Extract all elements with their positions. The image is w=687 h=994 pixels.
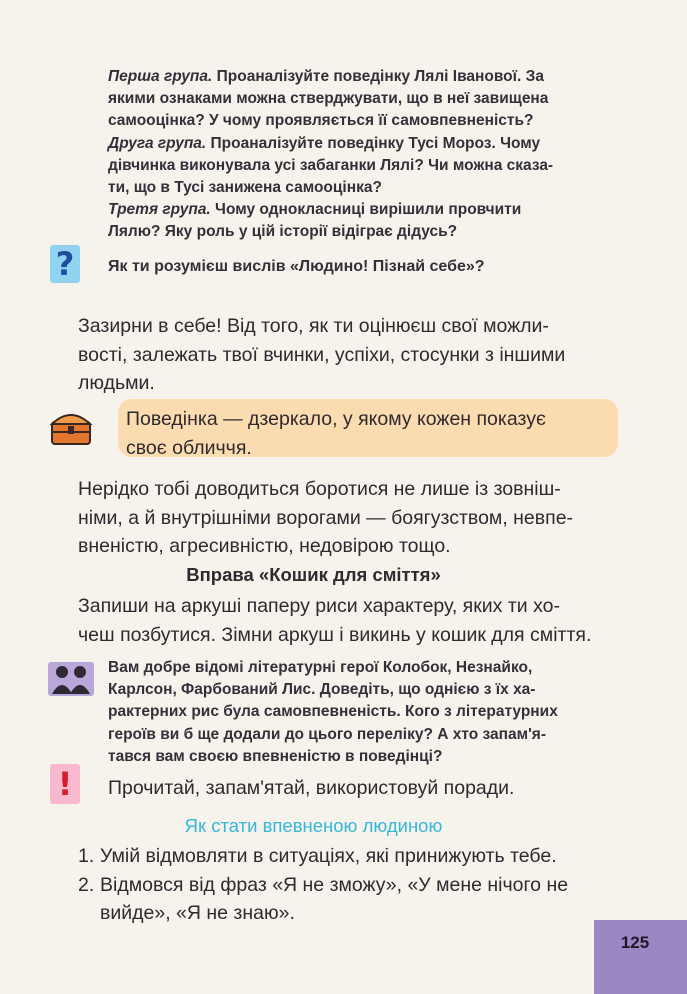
text-line: вненістю, агресивністю, недовірою тощо. — [78, 535, 451, 557]
text-line: вості, залежать твої вчинки, успіхи, стосунки з іншими — [78, 343, 566, 366]
text-line: дівчинка виконувала усі забаганки Лялі? Чи можна сказа- — [108, 156, 554, 174]
text-line: німи, а й внутрішніми ворогами — боягузством, невпе- — [78, 506, 574, 529]
question-text: Як ти розумієш вислів «Людино! Пізнай себе»? — [108, 258, 485, 275]
text-line: Карлсон, Фарбований Лис. Доведіть, що однією з їх ха- — [108, 681, 536, 699]
text-line: Зазирни в себе! Від того, як ти оцінюєш свої можли- — [78, 315, 549, 337]
exercise-title: Вправа «Кошик для сміття» — [186, 564, 441, 585]
text-line: героїв ви б ще додали до цього переліку? А хто запам'я- — [108, 725, 546, 743]
text-line: чеш позбутися. Зімни аркуш і викинь у кошик для сміття. — [78, 623, 592, 646]
group-1-line: Перша група. Проаналізуйте поведінку Лялі Іванової. За — [108, 68, 544, 85]
group-2-label: Друга група. — [108, 134, 207, 152]
group-people-icon — [48, 662, 94, 696]
text-line: Лялю? Яку роль у цій історії відіграє дідусь? — [108, 223, 458, 241]
quote-text — [126, 405, 610, 462]
text-line: тався вам своєю впевненістю в поведінці? — [108, 747, 443, 765]
group-task-text — [108, 657, 618, 768]
text-line: самооцінка? У чому проявляється її самовпевненість? — [108, 112, 534, 130]
question-mark-icon: ? — [50, 245, 80, 283]
text-line: Нерідко тобі доводиться боротися не лише із зовніш- — [78, 478, 561, 500]
exercise-text — [78, 592, 618, 649]
text-line: Поведінка — дзеркало, у якому кожен показує — [126, 408, 546, 430]
paragraph-inner-enemies — [78, 475, 618, 561]
text-line: Запиши на аркуші паперу риси характеру, яких ти хо- — [78, 595, 560, 617]
text-line: ти, що в Тусі занижена самооцінка? — [108, 179, 382, 197]
text-line: людьми. — [78, 372, 155, 394]
text-line: Вам добре відомі літературні герої Колобок, Незнайко, — [108, 659, 533, 676]
group-3-line: Третя група. Чому однокласниці вирішили провчити — [108, 201, 522, 219]
exclamation-icon: ! — [50, 764, 80, 804]
text-line: рактерних рис була самовпевненість. Кого з літературних — [108, 703, 558, 721]
page-tab — [594, 920, 687, 994]
list-item: 1. Умій відмовляти в ситуаціях, які принижують тебе. — [78, 845, 557, 867]
group-3-label: Третя група. — [108, 201, 211, 219]
list-item: 2. Відмовся від фраз «Я не зможу», «У мене нічого не — [78, 873, 569, 896]
tips-title: Як стати впевненою людиною — [184, 815, 443, 836]
treasure-chest-icon — [48, 406, 94, 448]
group-1-label: Перша група. — [108, 68, 213, 85]
group-2-line: Друга група. Проаналізуйте поведінку Тусі Мороз. Чому — [108, 134, 541, 152]
page-number: 125 — [620, 933, 650, 952]
group-tasks — [108, 66, 618, 244]
text-line: своє обличчя. — [126, 436, 252, 459]
list-item-continuation: вийде», «Я не знаю». — [100, 902, 295, 924]
remember-text: Прочитай, запам'ятай, використовуй поради. — [108, 777, 515, 799]
text-line: якими ознаками можна стверджувати, що в неї завищена — [108, 90, 549, 108]
paragraph-self-reflection — [78, 312, 618, 398]
tips-list — [78, 842, 618, 928]
